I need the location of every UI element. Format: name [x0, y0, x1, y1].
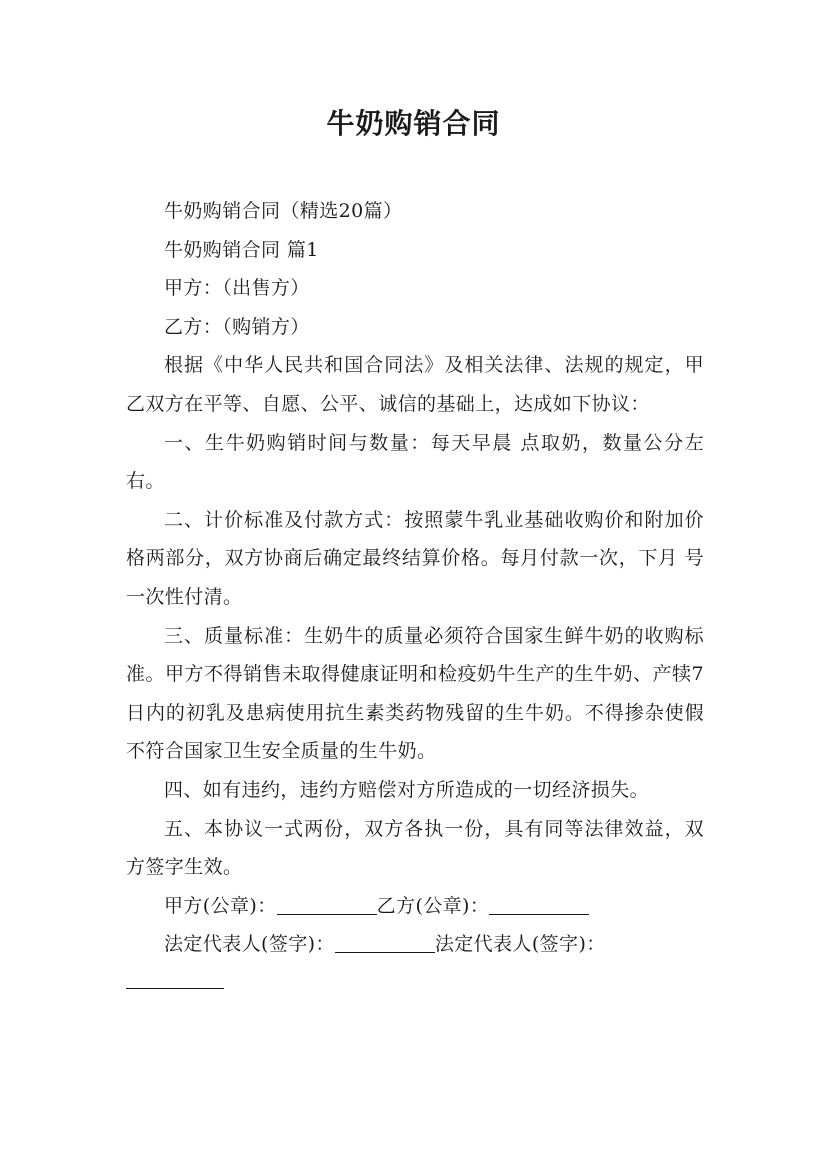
paragraph: 牛奶购销合同（精选20篇） [164, 200, 403, 222]
party-a-seal-label: 甲方(公章)： [164, 894, 277, 917]
party-a-seal-blank [277, 895, 377, 915]
party-b-rep-blank [126, 964, 224, 989]
party-a-rep-blank [335, 933, 435, 953]
paragraph: 乙方：（购销方） [164, 315, 310, 338]
document-body [126, 192, 704, 989]
paragraph: 牛奶购销合同 篇1 [164, 238, 319, 261]
party-b-seal-blank [489, 895, 589, 915]
paragraph: 一、生牛奶购销时间与数量：每天早晨 点取奶，数量公分左右。 [126, 431, 704, 493]
party-b-seal-label: 乙方(公章)： [376, 894, 490, 917]
paragraph: 四、如有违约，违约方赔偿对方所造成的一切经济损失。 [164, 778, 650, 801]
document-title: 牛奶购销合同 [326, 107, 501, 140]
seal-signature-row [126, 887, 704, 926]
party-b-rep-label: 法定代表人(签字)： [434, 933, 606, 956]
paragraph: 三、质量标准：生奶牛的质量必须符合国家生鲜牛奶的收购标准。甲方不得销售未取得健康证明和检疫奶牛生产的生牛奶、产犊7日内的初乳及患病使用抗生素类药物残留的生牛奶。不得掺杂使假不符合国家卫生安全质量的生牛奶。 [126, 624, 704, 763]
representative-signature-row [126, 925, 704, 964]
paragraph: 二、计价标准及付款方式：按照蒙牛乳业基础收购价和附加价格两部分，双方协商后确定最终结算价格。每月付款一次，下月 号一次性付清。 [126, 508, 704, 608]
paragraph: 甲方：（出售方） [164, 277, 310, 300]
paragraph: 根据《中华人民共和国合同法》及相关法律、法规的规定，甲乙双方在平等、自愿、公平、诚信的基础上，达成如下协议： [126, 354, 704, 415]
paragraph: 五、本协议一式两份，双方各执一份，具有同等法律效益，双方签字生效。 [126, 817, 704, 879]
party-a-rep-label: 法定代表人(签字)： [164, 933, 335, 956]
